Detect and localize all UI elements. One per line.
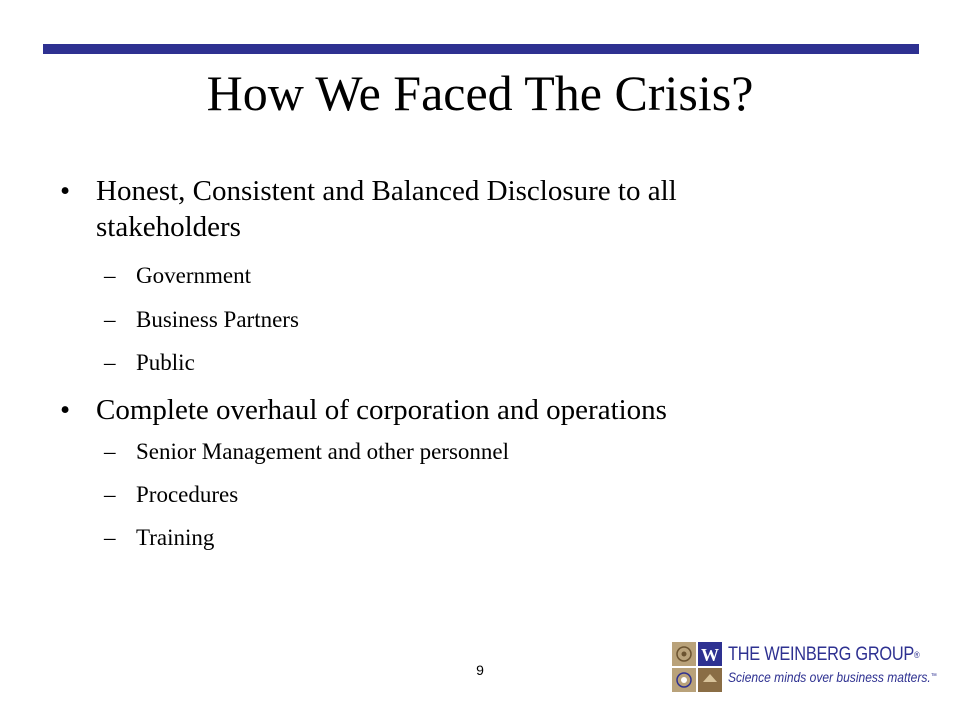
dash-glyph: – — [104, 482, 116, 507]
page-number: 9 — [476, 662, 484, 678]
bullet-text: Honest, Consistent and Balanced Disclosure to all stakeholders — [96, 175, 677, 243]
sub-bullet-text: Government — [136, 263, 251, 288]
sub-bullet-text: Procedures — [136, 482, 239, 507]
logo-tagline: Science minds over business matters.™ — [728, 669, 937, 685]
sub-bullet-text: Public — [136, 350, 195, 375]
logo-mark-letter: W — [701, 645, 719, 665]
logo-company-name: THE WEINBERG GROUP® — [728, 644, 920, 665]
bullet-glyph: • — [60, 175, 71, 207]
sub-bullet-text: Business Partners — [136, 307, 299, 332]
bullet-glyph: • — [60, 394, 71, 426]
bullet-text: Complete overhaul of corporation and operations — [96, 394, 667, 426]
dash-glyph: – — [104, 439, 116, 464]
weinberg-group-logo — [672, 642, 937, 692]
dash-glyph: – — [104, 307, 116, 332]
dash-glyph: – — [104, 525, 116, 550]
title-underline-bar — [43, 44, 919, 54]
sub-bullet-text: Training — [136, 525, 215, 550]
sub-bullet-text: Senior Management and other personnel — [136, 439, 509, 464]
logo-mark-icon — [672, 642, 722, 692]
dash-glyph: – — [104, 263, 116, 288]
dash-glyph: – — [104, 350, 116, 375]
slide-title: How We Faced The Crisis? — [206, 65, 754, 121]
